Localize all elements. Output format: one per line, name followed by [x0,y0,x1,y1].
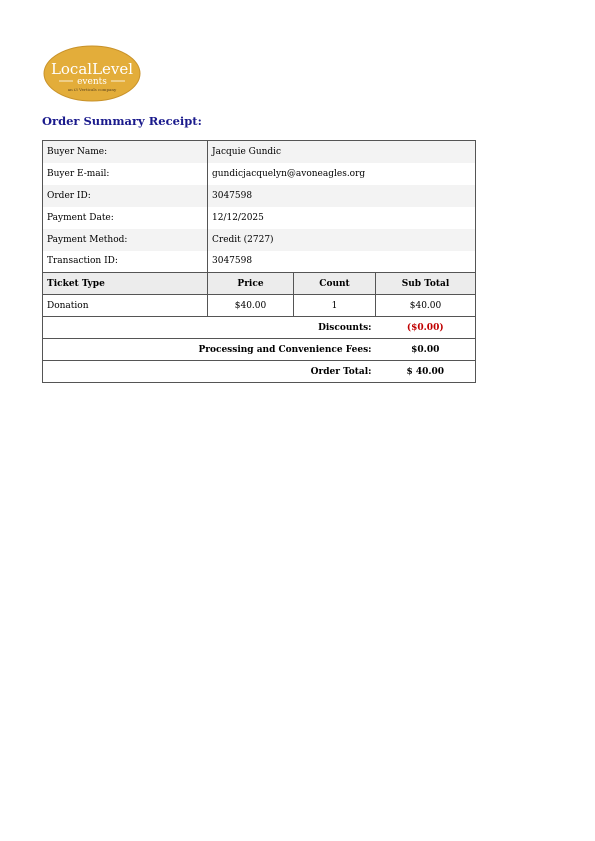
discounts-value: ($0.00) [376,317,476,339]
order-total-value: $ 40.00 [376,361,476,383]
item-price: $40.00 [208,295,294,317]
buyer-email-label: Buyer E-mail: [43,163,208,185]
payment-date-value: 12/12/2025 [208,207,476,229]
item-count: 1 [294,295,376,317]
header-ticket-type: Ticket Type [43,273,208,295]
logo-brand: LocalLevel [50,60,134,78]
payment-method-label: Payment Method: [43,229,208,251]
logo-tagline: an i3 Verticals company [67,87,117,92]
order-id-label: Order ID: [43,185,208,207]
item-ticket-type: Donation [43,295,208,317]
info-row-buyer-email [43,163,476,185]
table-row [43,295,476,317]
discounts-row [43,317,476,339]
items-header-row [43,273,476,295]
info-row-payment-method [43,229,476,251]
locallevel-logo [43,45,141,102]
payment-date-label: Payment Date: [43,207,208,229]
receipt-title: Order Summary Receipt: [42,114,202,128]
buyer-name-value: Jacquie Gundic [208,141,476,163]
fees-label: Processing and Convenience Fees: [43,339,376,361]
buyer-name-label: Buyer Name: [43,141,208,163]
header-price: Price [208,273,294,295]
info-row-transaction-id [43,251,476,273]
fees-value: $0.00 [376,339,476,361]
transaction-id-label: Transaction ID: [43,251,208,273]
payment-method-value: Credit (2727) [208,229,476,251]
discounts-label: Discounts: [43,317,376,339]
info-row-order-id [43,185,476,207]
header-count: Count [294,273,376,295]
order-total-label: Order Total: [43,361,376,383]
order-summary-table [42,140,476,383]
buyer-email-value: gundicjacquelyn@avoneagles.org [208,163,476,185]
order-total-row [43,361,476,383]
transaction-id-value: 3047598 [208,251,476,273]
info-row-buyer-name [43,141,476,163]
logo-sub: events [77,77,107,87]
order-id-value: 3047598 [208,185,476,207]
item-sub-total: $40.00 [376,295,476,317]
fees-row [43,339,476,361]
info-row-payment-date [43,207,476,229]
header-sub-total: Sub Total [376,273,476,295]
